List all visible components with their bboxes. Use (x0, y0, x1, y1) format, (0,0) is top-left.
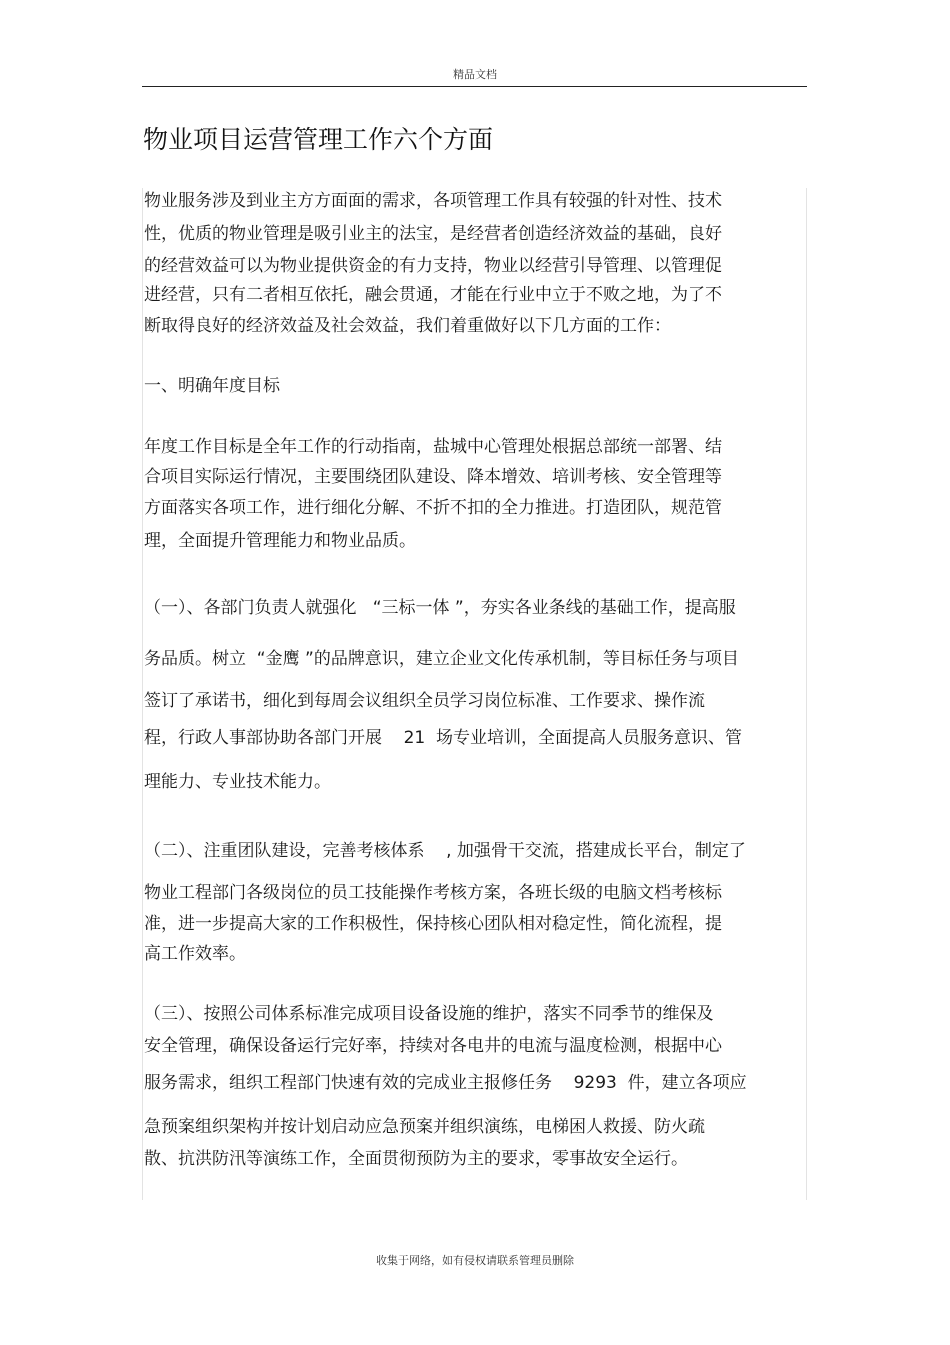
section-body-line: 合项目实际运行情况，主要围绕团队建设、降本增效、培训考核、安全管理等 (144, 467, 722, 487)
item-1-line: 签订了承诺书，细化到每周会议组织全员学习岗位标准、工作要求、操作流 (144, 691, 705, 711)
section-body-line: 理，全面提升管理能力和物业品质。 (144, 531, 416, 551)
document-title: 物业项目运营管理工作六个方面 (143, 125, 494, 154)
item-3-line: 服务需求，组织工程部门快速有效的完成业主报修任务 9293 件，建立各项应 (144, 1073, 747, 1093)
intro-line: 进经营，只有二者相互依托，融会贯通，才能在行业中立于不败之地，为了不 (144, 285, 722, 305)
section-body-line: 年度工作目标是全年工作的行动指南，盐城中心管理处根据总部统一部署、结 (144, 437, 722, 457)
item-3-line: 散、抗洪防汛等演练工作，全面贯彻预防为主的要求，零事故安全运行。 (144, 1149, 688, 1169)
item-2-line: 准，进一步提高大家的工作积极性，保持核心团队相对稳定性，简化流程，提 (144, 914, 722, 934)
item-3-line: 安全管理，确保设备运行完好率，持续对各电井的电流与温度检测，根据中心 (144, 1036, 722, 1056)
page-header-label: 精品文档 (453, 68, 497, 81)
intro-line: 断取得良好的经济效益及社会效益，我们着重做好以下几方面的工作： (144, 316, 671, 336)
item-2-line: 物业工程部门各级岗位的员工技能操作考核方案，各班长级的电脑文档考核标 (144, 883, 722, 903)
right-frame-line (806, 188, 807, 1200)
section-heading: 一、明确年度目标 (144, 376, 280, 396)
item-1-line: 务品质。树立 “金鹰 ”的品牌意识，建立企业文化传承机制，等目标任务与项目 (144, 649, 739, 669)
item-1-line: （一）、各部门负责人就强化 “三标一体 ”，夯实各业条线的基础工作，提高服 (144, 598, 736, 618)
section-body-line: 方面落实各项工作，进行细化分解、不折不扣的全力推进。打造团队，规范管 (144, 498, 722, 518)
intro-line: 性，优质的物业管理是吸引业主的法宝，是经营者创造经济效益的基础，良好 (144, 224, 722, 244)
item-1-line: 理能力、专业技术能力。 (144, 772, 331, 792)
intro-line: 物业服务涉及到业主方方面面的需求，各项管理工作具有较强的针对性、技术 (144, 191, 722, 211)
item-1-line: 程，行政人事部协助各部门开展 21 场专业培训，全面提高人员服务意识、管 (144, 728, 743, 748)
item-2-line: （二）、注重团队建设，完善考核体系 , 加强骨干交流，搭建成长平台，制定了 (144, 841, 746, 861)
left-frame-line (142, 188, 143, 1200)
header-divider (142, 86, 807, 87)
page-footer-label: 收集于网络，如有侵权请联系管理员删除 (376, 1254, 574, 1267)
intro-line: 的经营效益可以为物业提供资金的有力支持，物业以经营引导管理、以管理促 (144, 256, 722, 276)
item-3-line: 急预案组织架构并按计划启动应急预案并组织演练，电梯困人救援、防火疏 (144, 1117, 705, 1137)
item-3-line: （三）、按照公司体系标准完成项目设备设施的维护，落实不同季节的维保及 (144, 1004, 714, 1024)
item-2-line: 高工作效率。 (144, 944, 246, 964)
